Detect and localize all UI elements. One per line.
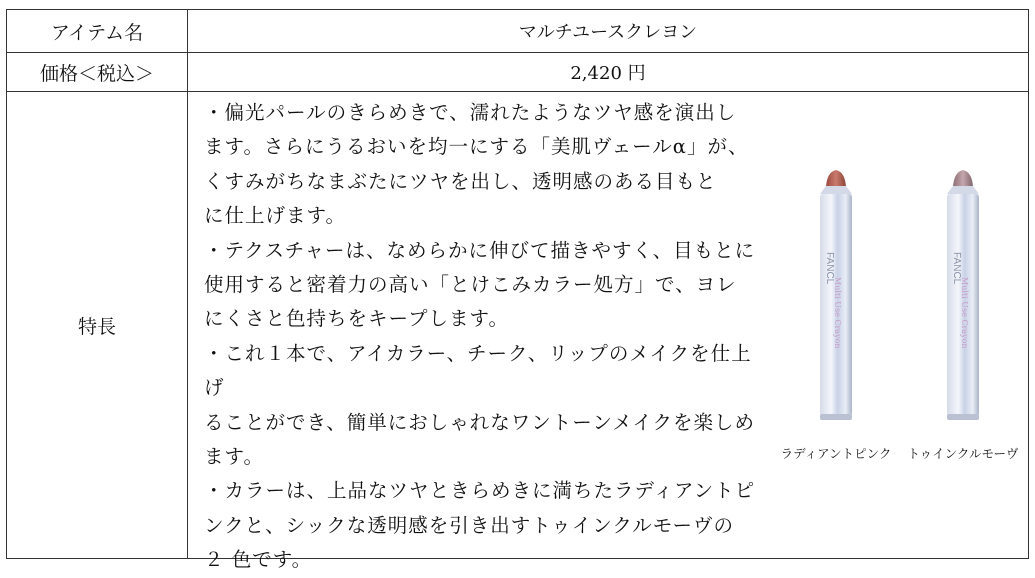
product-name: トゥインクルモーヴ <box>907 446 1019 461</box>
feature-line: ます。さらにうるおいを均一にする「美肌ヴェールα」が、 <box>204 135 749 159</box>
feature-line: ２ 色です。 <box>204 548 313 572</box>
product-radiant-pink <box>771 92 901 462</box>
brand-text: FANCL <box>824 252 835 285</box>
crayon-pencil-image <box>928 92 998 432</box>
feature-line: くすみがちなまぶたにツヤを出し、透明感のある目もと <box>204 169 717 193</box>
feature-line: ・カラーは、上品なツヤときらめきに満ちたラディアントピ <box>204 479 756 503</box>
table-row <box>7 10 1029 53</box>
feature-line: ンクと、シックな透明感を引き出すトゥインクルモーヴの <box>204 513 734 537</box>
product-name: ラディアントピンク <box>780 446 892 461</box>
features-cell <box>188 92 1029 572</box>
product-twinkle-mauve <box>898 92 1028 462</box>
feature-line: ・これ１本で、アイカラー、チーク、リップのメイクを仕上げ <box>204 341 752 400</box>
features-list <box>204 96 760 578</box>
price-label: 価格＜税込＞ <box>7 53 188 92</box>
features-label: 特長 <box>7 92 188 559</box>
product-spec-table <box>6 9 1029 572</box>
table-row <box>7 92 1029 559</box>
feature-line: ・偏光パールのきらめきで、濡れたようなツヤ感を演出し <box>204 101 737 124</box>
item-name-value: マルチユースクレヨン <box>188 10 1029 53</box>
item-name-label: アイテム名 <box>7 10 188 53</box>
feature-line: ることができ、簡単におしゃれなワントーンメイクを楽しめ <box>204 410 755 434</box>
feature-line: ・テクスチャーは、なめらかに伸びて描きやすく、目もとに <box>204 238 756 262</box>
feature-line: ます。 <box>204 445 264 469</box>
feature-line: に仕上げます。 <box>204 204 346 228</box>
brand-text: FANCL <box>951 252 962 285</box>
feature-line: にくさと色持ちをキープします。 <box>204 307 509 331</box>
feature-line: 使用すると密着力の高い「とけこみカラー処方」で、ヨレ <box>204 273 737 297</box>
crayon-pencil-image <box>801 92 871 432</box>
table-row <box>7 53 1029 92</box>
svg-text:Multi Use Crayon: Multi Use Crayon <box>833 277 842 349</box>
price-value: 2,420 円 <box>188 53 1029 92</box>
svg-text:Multi Use Crayon: Multi Use Crayon <box>960 277 969 349</box>
